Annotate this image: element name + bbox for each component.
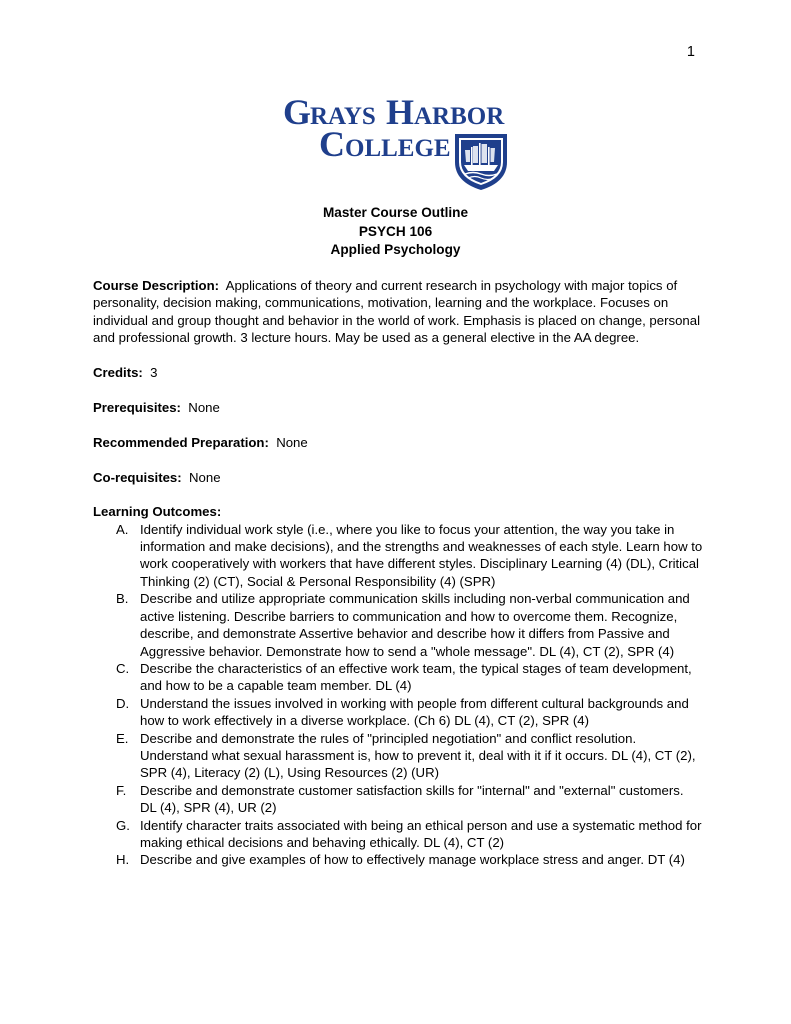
- list-marker: B.: [116, 591, 129, 607]
- list-item: [93, 660, 703, 695]
- document-title: [0, 204, 791, 260]
- corequisites-field: [93, 469, 703, 486]
- credits-field: [93, 364, 703, 381]
- course-code: PSYCH 106: [358, 223, 433, 239]
- prerequisites-field: [93, 399, 703, 416]
- list-marker: C.: [116, 660, 130, 676]
- credits-label: Credits:: [93, 365, 143, 381]
- prerequisites-label: Prerequisites:: [93, 400, 181, 416]
- recommended-preparation-value: None: [276, 434, 308, 450]
- list-marker: E.: [116, 730, 129, 746]
- title-line-1: Master Course Outline: [322, 205, 469, 220]
- credits-value: 3: [150, 365, 158, 381]
- prerequisites-value: None: [188, 400, 220, 416]
- logo-line1-initial-g: G: [283, 92, 312, 132]
- course-description-text: Applications of theory and current research in psychology with major topics of personality, decision making, communications, motivation, learning and the workplace. Focuses on individual and group thought and behavior in the world of work. Emphasis is placed on change, personal and professional growth. 3 lecture hours. May be used as a general elective in the AA degree.: [93, 278, 701, 346]
- learning-outcomes-heading: Learning Outcomes:: [93, 504, 222, 520]
- list-item-text: Identify individual work style (i.e., where you like to focus your attention, the way you take in information and make decisions), and the strengths and weaknesses of each style. Learn how to work cooperatively with workers that have different styles. Disciplinary Learning (4) (DL), Critical Thinking (2) (CT), Social & Personal Responsibility (4) (SPR): [140, 521, 703, 589]
- ship-shield-icon: [455, 134, 507, 190]
- list-marker: F.: [116, 782, 127, 798]
- logo-line1-rest: RAYS: [310, 103, 376, 130]
- list-item-text: Describe and demonstrate the rules of "principled negotiation" and conflict resolution. Understand what sexual harassment is, how to prevent it, deal with it if it occurs. DL (4), CT (2), SPR (4), Literacy (2) (L), Using Resources (2) (UR): [140, 730, 696, 781]
- corequisites-value: None: [189, 469, 221, 485]
- list-item-text: Understand the issues involved in working with people from different cultural backgrounds and how to work effectively in a diverse workplace. (Ch 6) DL (4), CT (2), SPR (4): [140, 695, 689, 729]
- list-marker: H.: [116, 852, 130, 868]
- logo-line1-rest2: ARBOR: [414, 103, 505, 130]
- course-description: [93, 277, 703, 347]
- list-item-text: Describe the characteristics of an effective work team, the typical stages of team development, and how to be a capable team member. DL (4): [140, 660, 692, 694]
- course-description-label: Course Description:: [93, 278, 220, 293]
- list-item-text: Describe and demonstrate customer satisfaction skills for "internal" and "external" customers. DL (4), SPR (4), UR (2): [140, 782, 684, 816]
- page-number: 1: [686, 44, 695, 60]
- learning-outcomes-list: [93, 521, 703, 869]
- list-item: [93, 851, 703, 868]
- corequisites-label: Co-requisites:: [93, 469, 182, 485]
- course-name: Applied Psychology: [330, 242, 461, 257]
- list-marker: G.: [116, 817, 130, 833]
- list-marker: A.: [116, 521, 129, 537]
- college-logo: [283, 90, 513, 190]
- list-item-text: Describe and utilize appropriate communication skills including non-verbal communication and active listening. Describe barriers to communication and how to overcome them. Recognize, describe, and demonstrate Assertive behavior and describe how it differs from Passive and Aggressive behavior. Demonstrate how to send a "whole message". DL (4), CT (2), SPR (4): [140, 591, 690, 659]
- recommended-preparation-field: [93, 434, 703, 451]
- recommended-preparation-label: Recommended Preparation:: [93, 434, 269, 450]
- list-item: [93, 695, 703, 730]
- list-marker: D.: [116, 695, 130, 711]
- list-item-text: Describe and give examples of how to effectively manage workplace stress and anger. DT (4): [140, 852, 685, 868]
- course-outline-body: [93, 277, 703, 869]
- list-item-text: Identify character traits associated with being an ethical person and use a systematic method for making ethical decisions and behaving ethically. DL (4), CT (2): [140, 817, 702, 850]
- logo-line1-initial-h: H: [386, 92, 415, 132]
- logo-line2-rest: OLLEGE: [345, 135, 451, 162]
- list-item: [93, 521, 703, 591]
- list-item: [93, 590, 703, 660]
- list-item: [93, 730, 703, 782]
- list-item: [93, 782, 703, 817]
- list-item: [93, 817, 703, 852]
- logo-line2-initial-c: C: [319, 124, 345, 164]
